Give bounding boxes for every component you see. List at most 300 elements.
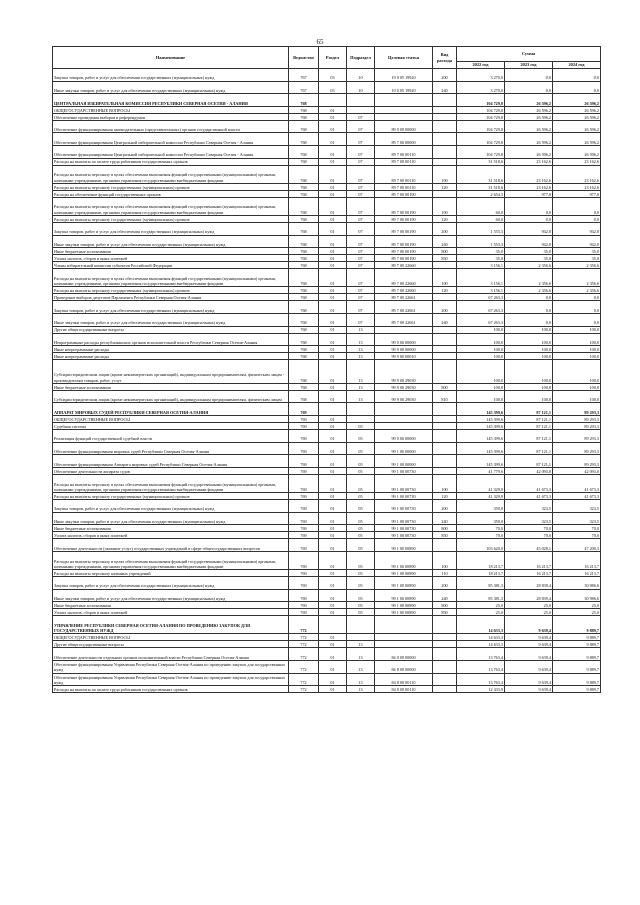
cell-2022: 350,0 [457,500,505,513]
cell-2024: 942,0 [553,222,601,235]
cell-2024: 942,0 [553,235,601,248]
cell-2024: 25,0 [553,609,601,616]
cell-section: 01 [319,589,347,602]
cell-2022: 25,0 [457,609,505,616]
cell-section: 01 [319,255,347,262]
cell-2022: 41 779,6 [457,467,505,474]
cell-2023: 0,0 [505,69,553,82]
cell-target: 89 7 00 22660 [375,269,433,287]
cell-2023: 100,0 [505,346,553,353]
table-row [53,442,601,455]
table-row [53,133,601,146]
cell-name: Иные закупки товаров, работ и услуг для обеспечения государственных (муниципальных) нужд [53,235,289,248]
cell-ministry: 768 [289,222,319,235]
cell-ministry: 768 [289,255,319,262]
cell-ministry: 769 [289,500,319,513]
cell-2022: 41 329,9 [457,474,505,492]
table-row [53,353,601,360]
cell-section [319,403,347,416]
cell-target [375,403,433,416]
table-row [53,69,601,82]
table-row [53,634,601,641]
cell-subsection: 05 [347,493,375,500]
cell-subsection: 07 [347,183,375,190]
table-row [53,255,601,262]
cell-target: 99 9 00 29030 [375,360,433,384]
cell-target [375,641,433,648]
cell-name: Судебная система [53,423,289,430]
cell-name: Другие общегосударственные вопросы [53,326,289,333]
header-section: Раздел [319,47,347,69]
cell-expense [433,416,457,423]
cell-2024: 100,0 [553,346,601,353]
cell-section: 01 [319,673,347,686]
cell-expense: 100 [433,474,457,492]
cell-2023: 23 162,6 [505,165,553,183]
cell-ministry: 769 [289,551,319,569]
cell-2024: 30 986,6 [553,589,601,602]
cell-expense [433,360,457,384]
table-row [53,360,601,384]
cell-2024: 89 293,3 [553,442,601,455]
cell-section: 01 [319,493,347,500]
cell-section: 01 [319,346,347,353]
cell-2022: 350,0 [457,512,505,525]
cell-target: 84 8 00 00000 [375,660,433,673]
cell-2024: 89 293,3 [553,416,601,423]
cell-2024: 30 986,6 [553,577,601,590]
cell-name: Расходы на выплаты персоналу государственных (муниципальных) органов [53,287,289,294]
cell-2024: 9 889,7 [553,634,601,641]
cell-target [375,113,433,120]
cell-ministry: 768 [289,190,319,197]
cell-subsection: 13 [347,390,375,403]
cell-2024: 0,0 [553,313,601,326]
header-2023: 2023 год [505,62,553,69]
cell-section: 01 [319,648,347,661]
cell-section: 01 [319,326,347,333]
cell-expense: 240 [433,512,457,525]
cell-target: 89 7 00 00110 [375,158,433,165]
cell-ministry: 769 [289,455,319,468]
cell-2023: 23 162,6 [505,183,553,190]
cell-2022: 14 633,3 [457,641,505,648]
cell-section: 01 [319,269,347,287]
cell-expense: 800 [433,383,457,390]
cell-subsection: 05 [347,500,375,513]
cell-expense [433,641,457,648]
cell-name: Иные закупки товаров, работ и услуг для обеспечения государственных (муниципальных) нужд [53,81,289,94]
cell-expense [433,539,457,552]
cell-ministry: 772 [289,641,319,648]
cell-expense [433,648,457,661]
cell-expense: 120 [433,215,457,222]
cell-name: Субсидии юридическим лицам (кроме некоммерческих организаций), индивидуальным предпринимателям, физическим лицам - производителям товаров, работ, услуг [53,360,289,384]
table-row [53,474,601,492]
cell-target: 89 7 00 00190 [375,235,433,248]
cell-target: 99 1 00 00730 [375,493,433,500]
cell-expense: 850 [433,255,457,262]
cell-2022: 31 518,6 [457,158,505,165]
cell-expense [433,190,457,197]
cell-expense [433,353,457,360]
cell-section: 01 [319,190,347,197]
cell-2022: 145 399,6 [457,442,505,455]
cell-ministry: 769 [289,442,319,455]
cell-expense [433,326,457,333]
cell-2023: 70,0 [505,532,553,539]
cell-target: 99 1 00 00890 [375,539,433,552]
cell-name: Иные закупки товаров, работ и услуг для обеспечения государственных (муниципальных) нужд [53,313,289,326]
cell-section: 01 [319,248,347,255]
cell-ministry: 769 [289,577,319,590]
cell-ministry: 769 [289,512,319,525]
cell-expense: 240 [433,81,457,94]
cell-2023: 9 639,4 [505,660,553,673]
table-row [53,660,601,673]
cell-2024: 100,0 [553,360,601,384]
cell-ministry: 768 [289,294,319,301]
cell-name: Субсидии юридическим лицам (кроме некоммерческих организаций), индивидуальным предпринимателям, физическим лицам [53,390,289,403]
cell-subsection: 05 [347,525,375,532]
cell-target: 99 1 00 00890 [375,570,433,577]
cell-section: 01 [319,500,347,513]
cell-ministry: 768 [289,248,319,255]
cell-2023: 35,0 [505,248,553,255]
cell-2024: 26 596,2 [553,106,601,113]
cell-target [375,616,433,634]
cell-2024: 89 293,3 [553,423,601,430]
cell-name: ОБЩЕГОСУДАРСТВЕННЫЕ ВОПРОСЫ [53,634,289,641]
cell-target [375,94,433,107]
cell-expense: 120 [433,287,457,294]
cell-2022: 145 399,6 [457,430,505,443]
cell-2024: 26 596,2 [553,120,601,133]
table-row [53,383,601,390]
cell-2023: 9 639,4 [505,648,553,661]
cell-2023: 28 839,4 [505,589,553,602]
cell-name: ОБЩЕГОСУДАРСТВЕННЫЕ ВОПРОСЫ [53,106,289,113]
cell-ministry: 769 [289,602,319,609]
cell-name: Иные бюджетные ассигнования [53,248,289,255]
cell-section: 01 [319,416,347,423]
table-row [53,609,601,616]
cell-2022: 100,0 [457,360,505,384]
table-row [53,158,601,165]
cell-expense [433,106,457,113]
cell-subsection: 07 [347,262,375,269]
cell-section: 01 [319,390,347,403]
cell-subsection: 05 [347,570,375,577]
cell-section: 01 [319,145,347,158]
cell-expense: 200 [433,577,457,590]
cell-2022: 18 213,7 [457,570,505,577]
cell-2023: 100,0 [505,360,553,384]
cell-target: 89 0 00 00000 [375,120,433,133]
cell-target: 99 1 00 00730 [375,467,433,474]
cell-expense [433,660,457,673]
cell-2023: 977,0 [505,190,553,197]
cell-2024: 100,0 [553,390,601,403]
cell-target: 89 7 00 00110 [375,145,433,158]
cell-2023: 100,0 [505,326,553,333]
cell-ministry: 767 [289,81,319,94]
cell-name: Проведение выборов депутатов Парламента Республики Северная Осетия-Алания [53,294,289,301]
cell-target: 99 9 00 00010 [375,353,433,360]
cell-expense: 120 [433,183,457,190]
cell-expense: 100 [433,197,457,215]
cell-section: 01 [319,287,347,294]
cell-name: Уплата налогов, сборов и иных платежей [53,609,289,616]
cell-subsection [347,616,375,634]
cell-subsection [347,403,375,416]
table-row [53,145,601,158]
cell-2023: 26 596,2 [505,94,553,107]
cell-name: Иные закупки товаров, работ и услуг для обеспечения государственных (муниципальных) нужд [53,512,289,525]
cell-target: 99 1 00 00730 [375,500,433,513]
cell-subsection: 10 [347,81,375,94]
cell-2023: 9 639,4 [505,616,553,634]
cell-2023: 42 093,0 [505,467,553,474]
cell-section: 01 [319,442,347,455]
table-row [53,294,601,301]
cell-2023: 0,0 [505,81,553,94]
cell-2022: 13 763,4 [457,673,505,686]
cell-subsection: 05 [347,551,375,569]
cell-name: Расходы на выплаты персоналу государственных (муниципальных) органов [53,493,289,500]
cell-section: 01 [319,120,347,133]
cell-target: 19 0 05 19920 [375,81,433,94]
table-row [53,183,601,190]
cell-subsection: 10 [347,69,375,82]
cell-section: 01 [319,235,347,248]
cell-ministry: 768 [289,235,319,248]
cell-ministry: 769 [289,423,319,430]
cell-target: 99 0 00 00000 [375,333,433,346]
cell-subsection: 07 [347,113,375,120]
cell-2023: 0,0 [505,294,553,301]
cell-2022: 60,0 [457,215,505,222]
cell-target: 99 1 00 00890 [375,589,433,602]
cell-2022: 145 399,6 [457,423,505,430]
cell-name: Обеспечение функционирования Управления Республики Северная Осетия-Алания по проведению закупок для государственных нужд [53,660,289,673]
cell-2023: 87 121,1 [505,455,553,468]
cell-2024: 0,0 [553,69,601,82]
cell-subsection: 13 [347,383,375,390]
cell-name: Расходы на выплаты персоналу в целях обеспечения выполнения функций государственными (муниципальными) органами, казенными учреждениями, органами управления государственными внебюджетными фондами [53,165,289,183]
cell-name: АППАРАТ МИРОВЫХ СУДЕЙ РЕСПУБЛИКИ СЕВЕРНАЯ ОСЕТИЯ-АЛАНИЯ [53,403,289,416]
cell-name: Обеспечение деятельности отдельных органов исполнительной власти Республики Северная Осетия-Алания [53,648,289,661]
cell-2024: 16 213,7 [553,570,601,577]
cell-2024: 2 356,6 [553,262,601,269]
cell-expense [433,120,457,133]
cell-name: Обеспечение функционирования мировых судей Республики Северная Осетия-Алания [53,442,289,455]
cell-2023: 9 639,4 [505,641,553,648]
table-row [53,570,601,577]
table-row [53,165,601,183]
cell-2024: 26 596,2 [553,133,601,146]
budget-table [52,46,601,693]
cell-expense: 800 [433,248,457,255]
cell-subsection: 05 [347,539,375,552]
table-row [53,416,601,423]
cell-2022: 67 263,3 [457,301,505,314]
cell-name: Обеспечение функционирования Аппарата мировых судей Республики Северная Осетия-Алания [53,455,289,468]
table-row [53,551,601,569]
cell-2022: 31 518,6 [457,183,505,190]
table-row [53,269,601,287]
cell-expense: 100 [433,269,457,287]
cell-target: 99 1 00 00730 [375,525,433,532]
cell-2024: 977,0 [553,190,601,197]
cell-2023: 2 356,6 [505,269,553,287]
cell-subsection: 13 [347,641,375,648]
header-ministry: Ведомство [289,47,319,69]
cell-expense [433,442,457,455]
cell-subsection: 05 [347,467,375,474]
cell-ministry: 768 [289,390,319,403]
cell-2024: 9 889,7 [553,616,601,634]
cell-ministry: 772 [289,634,319,641]
cell-2022: 67 263,3 [457,294,505,301]
cell-2024: 89 293,3 [553,430,601,443]
cell-section: 01 [319,474,347,492]
cell-subsection: 13 [347,346,375,353]
cell-2022: 3 270,0 [457,69,505,82]
cell-2022: 104 729,8 [457,120,505,133]
cell-2022: 104 729,8 [457,113,505,120]
cell-2024: 9 889,7 [553,673,601,686]
cell-2022: 12 433,9 [457,686,505,693]
cell-expense: 100 [433,165,457,183]
cell-2024: 9 889,7 [553,660,601,673]
cell-subsection: 07 [347,235,375,248]
cell-subsection: 05 [347,609,375,616]
table-row [53,94,601,107]
cell-subsection: 07 [347,248,375,255]
table-row [53,616,601,634]
cell-subsection: 07 [347,255,375,262]
cell-section: 01 [319,313,347,326]
cell-name: Уплата налогов, сборов и иных платежей [53,532,289,539]
cell-section: 01 [319,197,347,215]
cell-name: Иные бюджетные ассигнования [53,383,289,390]
cell-ministry: 768 [289,326,319,333]
cell-name: Члены избирательной комиссии субъектов Российской Федерации [53,262,289,269]
table-row [53,326,601,333]
cell-2022: 100,0 [457,326,505,333]
cell-name: УПРАВЛЕНИЕ РЕСПУБЛИКИ СЕВЕРНАЯ ОСЕТИЯ-АЛАНИЯ ПО ПРОВЕДЕНИЮ ЗАКУПОК ДЛЯ ГОСУДАРСТВЕННЫХ НУЖД [53,616,289,634]
cell-expense [433,634,457,641]
cell-2024: 42 093,0 [553,467,601,474]
cell-expense [433,430,457,443]
cell-subsection: 05 [347,442,375,455]
cell-section: 01 [319,301,347,314]
cell-target: 89 7 00 00190 [375,197,433,215]
cell-2023: 25,0 [505,609,553,616]
cell-expense: 100 [433,551,457,569]
cell-2022: 145 399,6 [457,403,505,416]
cell-section: 01 [319,262,347,269]
cell-2022: 18 213,7 [457,551,505,569]
cell-2024: 25,0 [553,602,601,609]
cell-2022: 13 763,4 [457,648,505,661]
cell-expense: 850 [433,532,457,539]
cell-subsection: 07 [347,145,375,158]
cell-2023: 100,0 [505,333,553,346]
cell-section: 01 [319,577,347,590]
cell-2023: 87 121,1 [505,430,553,443]
cell-ministry: 768 [289,120,319,133]
cell-target: 99 9 00 29030 [375,390,433,403]
cell-target: 99 9 00 29030 [375,383,433,390]
cell-expense [433,133,457,146]
cell-name: Обеспечение деятельности аппарата судов [53,467,289,474]
cell-2023: 100,0 [505,383,553,390]
cell-name: Обеспечение функционирования Центральной избирательной комиссии Республики Северная Осетия - Алания [53,145,289,158]
table-row [53,333,601,346]
cell-ministry: 768 [289,262,319,269]
cell-2023: 0,0 [505,215,553,222]
cell-target: 99 1 00 00730 [375,474,433,492]
cell-name: Расходы на обеспечение функций государственных органов [53,190,289,197]
header-name: Наименование [53,47,289,69]
cell-name: Закупка товаров, работ и услуг для обеспечения государственных (муниципальных) нужд [53,577,289,590]
cell-ministry: 768 [289,145,319,158]
cell-target: 99 1 00 00000 [375,455,433,468]
cell-2024: 70,0 [553,525,601,532]
cell-subsection: 05 [347,423,375,430]
cell-section: 01 [319,353,347,360]
cell-expense: 200 [433,301,457,314]
cell-ministry: 768 [289,383,319,390]
cell-2023: 26 596,2 [505,133,553,146]
cell-2023: 70,0 [505,525,553,532]
cell-2023: 87 121,1 [505,416,553,423]
cell-expense [433,94,457,107]
header-2024: 2024 год [553,62,601,69]
cell-2023: 942,0 [505,222,553,235]
cell-section: 01 [319,215,347,222]
cell-expense [433,346,457,353]
cell-subsection: 13 [347,660,375,673]
table-row [53,390,601,403]
cell-expense [433,262,457,269]
cell-2023: 45 028,1 [505,539,553,552]
cell-2022: 14 633,3 [457,634,505,641]
cell-ministry: 768 [289,353,319,360]
cell-target: 89 7 00 00190 [375,255,433,262]
cell-2024: 2 356,6 [553,287,601,294]
cell-expense: 110 [433,570,457,577]
cell-2023: 26 596,2 [505,145,553,158]
table-row [53,493,601,500]
cell-2023: 25,0 [505,602,553,609]
cell-ministry: 768 [289,158,319,165]
header-sum: Сумма [457,47,601,62]
cell-target: 89 7 00 00190 [375,248,433,255]
table-row [53,673,601,686]
cell-subsection: 05 [347,512,375,525]
cell-2023: 87 121,1 [505,442,553,455]
cell-ministry: 768 [289,165,319,183]
cell-section: 01 [319,158,347,165]
cell-expense [433,403,457,416]
cell-target: 89 7 00 22660 [375,262,433,269]
table-row [53,403,601,416]
cell-name: Иные непрограммные расходы [53,346,289,353]
cell-2022: 35,0 [457,248,505,255]
